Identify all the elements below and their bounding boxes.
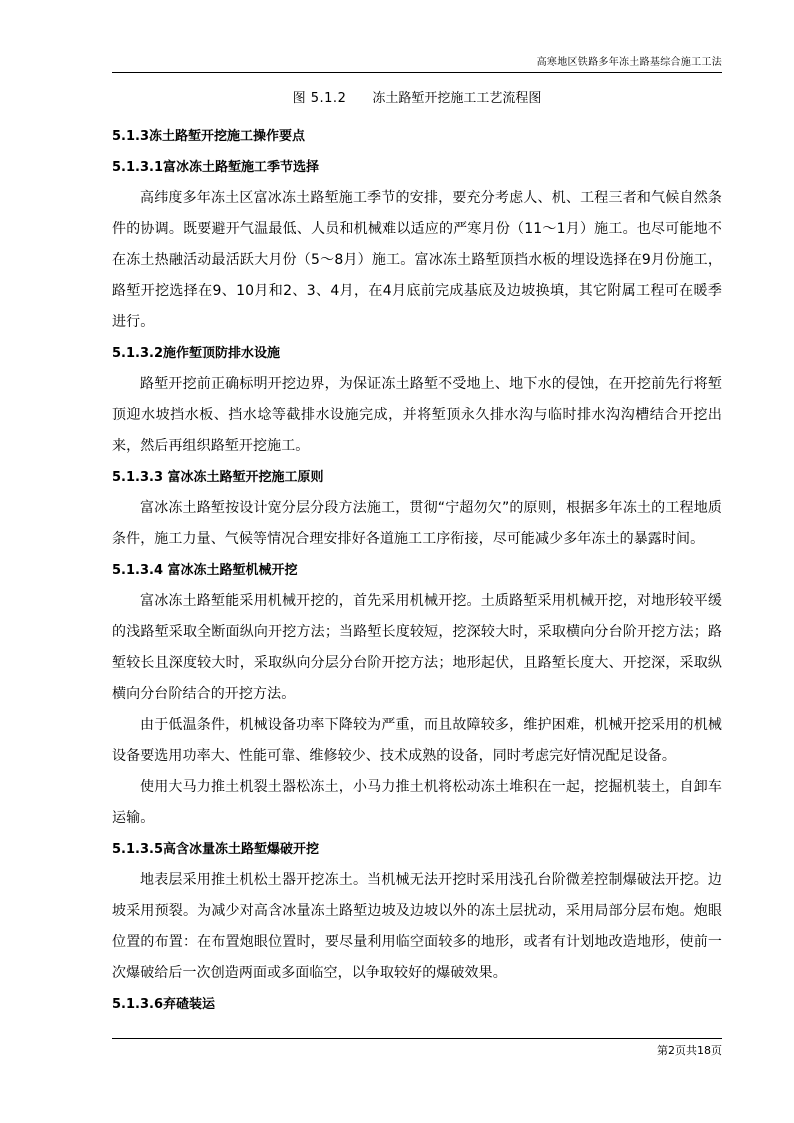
page-body — [112, 87, 722, 1020]
paragraph: 使用大马力推土机裂土器松冻土，小马力推土机将松动冻土堆积在一起，挖掘机装土，自卸车运输。 — [112, 779, 722, 826]
figure-caption — [112, 87, 722, 111]
subsection-heading-blasting: 5.1.3.5高含冰量冻土路堑爆破开挖 — [112, 842, 319, 857]
paragraph: 富冰冻土路堑按设计宽分层分段方法施工，贯彻“宁超勿欠”的原则，根据多年冻土的工程地质条件，施工力量、气候等情况合理安排好各道施工工序衔接，尽可能减少多年冻土的暴露时间。 — [112, 500, 722, 547]
page-number: 第2页共18页 — [657, 1044, 722, 1057]
subsection-heading-principles: 5.1.3.3 富冰冻土路堑开挖施工原则 — [112, 470, 324, 485]
header-divider — [112, 72, 722, 73]
figure-title: 冻土路堑开挖施工工艺流程图 — [372, 91, 542, 106]
subsection-heading-drainage: 5.1.3.2施作堑顶防排水设施 — [112, 346, 280, 361]
running-header: 高寒地区铁路多年冻土路基综合施工工法 — [536, 57, 722, 68]
subsection-heading-season: 5.1.3.1富冰冻土路堑施工季节选择 — [112, 160, 319, 175]
paragraph: 由于低温条件，机械设备功率下降较为严重，而且故障较多，维护困难，机械开挖采用的机械设备要选用功率大、性能可靠、维修较少、技术成熟的设备，同时考虑完好情况配足设备。 — [112, 717, 722, 764]
subsection-heading-spoil: 5.1.3.6弃碴装运 — [112, 997, 215, 1012]
subsection-heading-mechanical: 5.1.3.4 富冰冻土路堑机械开挖 — [112, 563, 298, 578]
paragraph: 地表层采用推土机松土器开挖冻土。当机械无法开挖时采用浅孔台阶微差控制爆破法开挖。边坡采用预裂。为减少对高含冰量冻土路堑边坡及边坡以外的冻土层扰动，采用局部分层布炮。炮眼位置的布置：在布置炮眼位置时，要尽量利用临空面较多的地形，或者有计划地改造地形，使前一次爆破给后一次创造两面或多面临空，以争取较好的爆破效果。 — [112, 872, 722, 981]
paragraph: 路堑开挖前正确标明开挖边界，为保证冻土路堑不受地上、地下水的侵蚀，在开挖前先行将堑顶迎水坡挡水板、挡水埝等截排水设施完成，并将堑顶永久排水沟与临时排水沟沟槽结合开挖出来，然后再组织路堑开挖施工。 — [112, 376, 722, 454]
paragraph: 高纬度多年冻土区富冰冻土路堑施工季节的安排，要充分考虑人、机、工程三者和气候自然条件的协调。既要避开气温最低、人员和机械难以适应的严寒月份（11～1月）施工。也尽可能地不在冻土热融活动最活跃大月份（5～8月）施工。富冰冻土路堑顶挡水板的埋设选择在9月份施工，路堑开挖选择在9、10月和2、3、4月，在4月底前完成基底及边坡换填，其它附属工程可在暖季进行。 — [112, 190, 722, 330]
section-heading: 5.1.3冻土路堑开挖施工操作要点 — [112, 129, 306, 144]
paragraph: 富冰冻土路堑能采用机械开挖的，首先采用机械开挖。土质路堑采用机械开挖，对地形较平缓的浅路堑采取全断面纵向开挖方法；当路堑长度较短，挖深较大时，采取横向分台阶开挖方法；路堑较长且深度较大时，采取纵向分层分台阶开挖方法；地形起伏，且路堑长度大、开挖深，采取纵横向分台阶结合的开挖方法。 — [112, 593, 722, 702]
footer-divider — [112, 1038, 722, 1039]
figure-number: 图 5.1.2 — [292, 91, 347, 106]
